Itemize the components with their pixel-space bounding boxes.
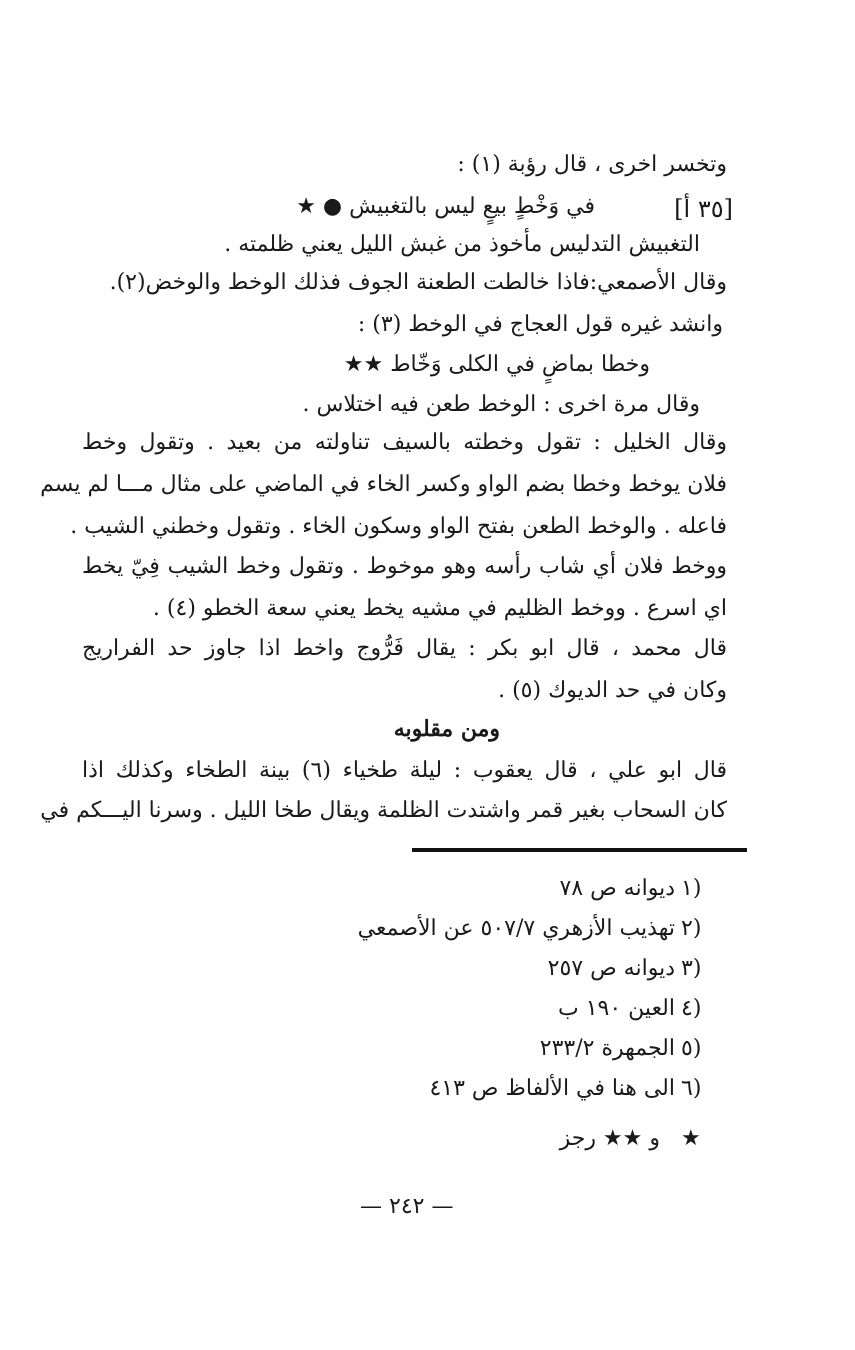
text-line-12: وكان في حد الديوك (٥) . <box>498 678 727 703</box>
footnote-number: ٥) <box>681 1036 702 1061</box>
page-number: — ٢٤٢ — <box>360 1194 454 1219</box>
footnote-number: ١) <box>681 876 702 901</box>
text-line-4: وانشد غيره قول العجاج في الوخط (٣) : <box>357 312 723 337</box>
verse-line-1: في وَخْطٍ بيعٍ ليس بالتغبيش ● ★ <box>296 194 595 219</box>
text-line-6: وقال الخليل : تقول وخطته بالسيف تناولته من بعيد . وتقول وخط <box>82 430 727 455</box>
text-line-1: وتخسر اخرى ، قال رؤبة (١) : <box>457 152 727 177</box>
footnote-text: العين ١٩٠ ب <box>558 996 675 1021</box>
footnote-number: ٣) <box>681 956 702 981</box>
verse-line-2: وخطا بماضٍ في الكلى وَخّاط ★★ <box>343 352 650 377</box>
text-line-8: فاعله . والوخط الطعن بفتح الواو وسكون الخاء . وتقول وخطني الشيب . <box>70 514 727 539</box>
text-line-9: ووخط فلان أي شاب رأسه وهو موخوط . وتقول وخط الشيب فِيّ يخط <box>82 554 727 579</box>
text-line-11: قال محمد ، قال ابو بكر : يقال فَرُّوج واخط اذا جاوز حد الفراريج <box>82 636 727 661</box>
text-line-5: وقال مرة اخرى : الوخط طعن فيه اختلاس . <box>302 392 700 417</box>
text-line-10: اي اسرع . ووخط الظليم في مشيه يخط يعني سعة الخطو (٤) . <box>152 596 727 621</box>
text-line-7: فلان يوخط وخطا بضم الواو وكسر الخاء في الماضي على مثال مـــا لم يسم <box>40 472 727 497</box>
footnote-number: ٢) <box>681 916 702 941</box>
footnote-number: ٤) <box>681 996 702 1021</box>
footnote-text: تهذيب الأزهري ٥٠٧/٧ عن الأصمعي <box>357 916 675 941</box>
footnote-text: ديوانه ص ٢٥٧ <box>547 956 675 981</box>
footnote-text: ديوانه ص ٧٨ <box>559 876 675 901</box>
folio-marker: [٣٥ أ] <box>674 195 733 223</box>
text-line-2: التغبيش التدليس مأخوذ من غبش الليل يعني ظلمته . <box>224 232 700 257</box>
footnote-number: ٦) <box>681 1076 702 1101</box>
section-heading: ومن مقلوبه <box>393 716 500 742</box>
footnote-text: و ★★ رجز <box>559 1126 660 1151</box>
text-line-13: قال ابو علي ، قال يعقوب : ليلة طخياء (٦) بينة الطخاء وكذلك اذا <box>82 758 727 783</box>
footnote-divider <box>412 848 747 852</box>
footnote-text: الجمهرة ٢٣٣/٢ <box>539 1036 675 1061</box>
text-line-3: وقال الأصمعي:فاذا خالطت الطعنة الجوف فذلك الوخط والوخض(٢). <box>109 270 727 295</box>
footnote-star: ★ <box>681 1126 701 1151</box>
footnote-text: الى هنا في الألفاظ ص ٤١٣ <box>429 1076 675 1101</box>
text-line-14: كان السحاب بغير قمر واشتدت الظلمة ويقال طخا الليل . وسرنا اليـــكم في <box>40 798 727 823</box>
